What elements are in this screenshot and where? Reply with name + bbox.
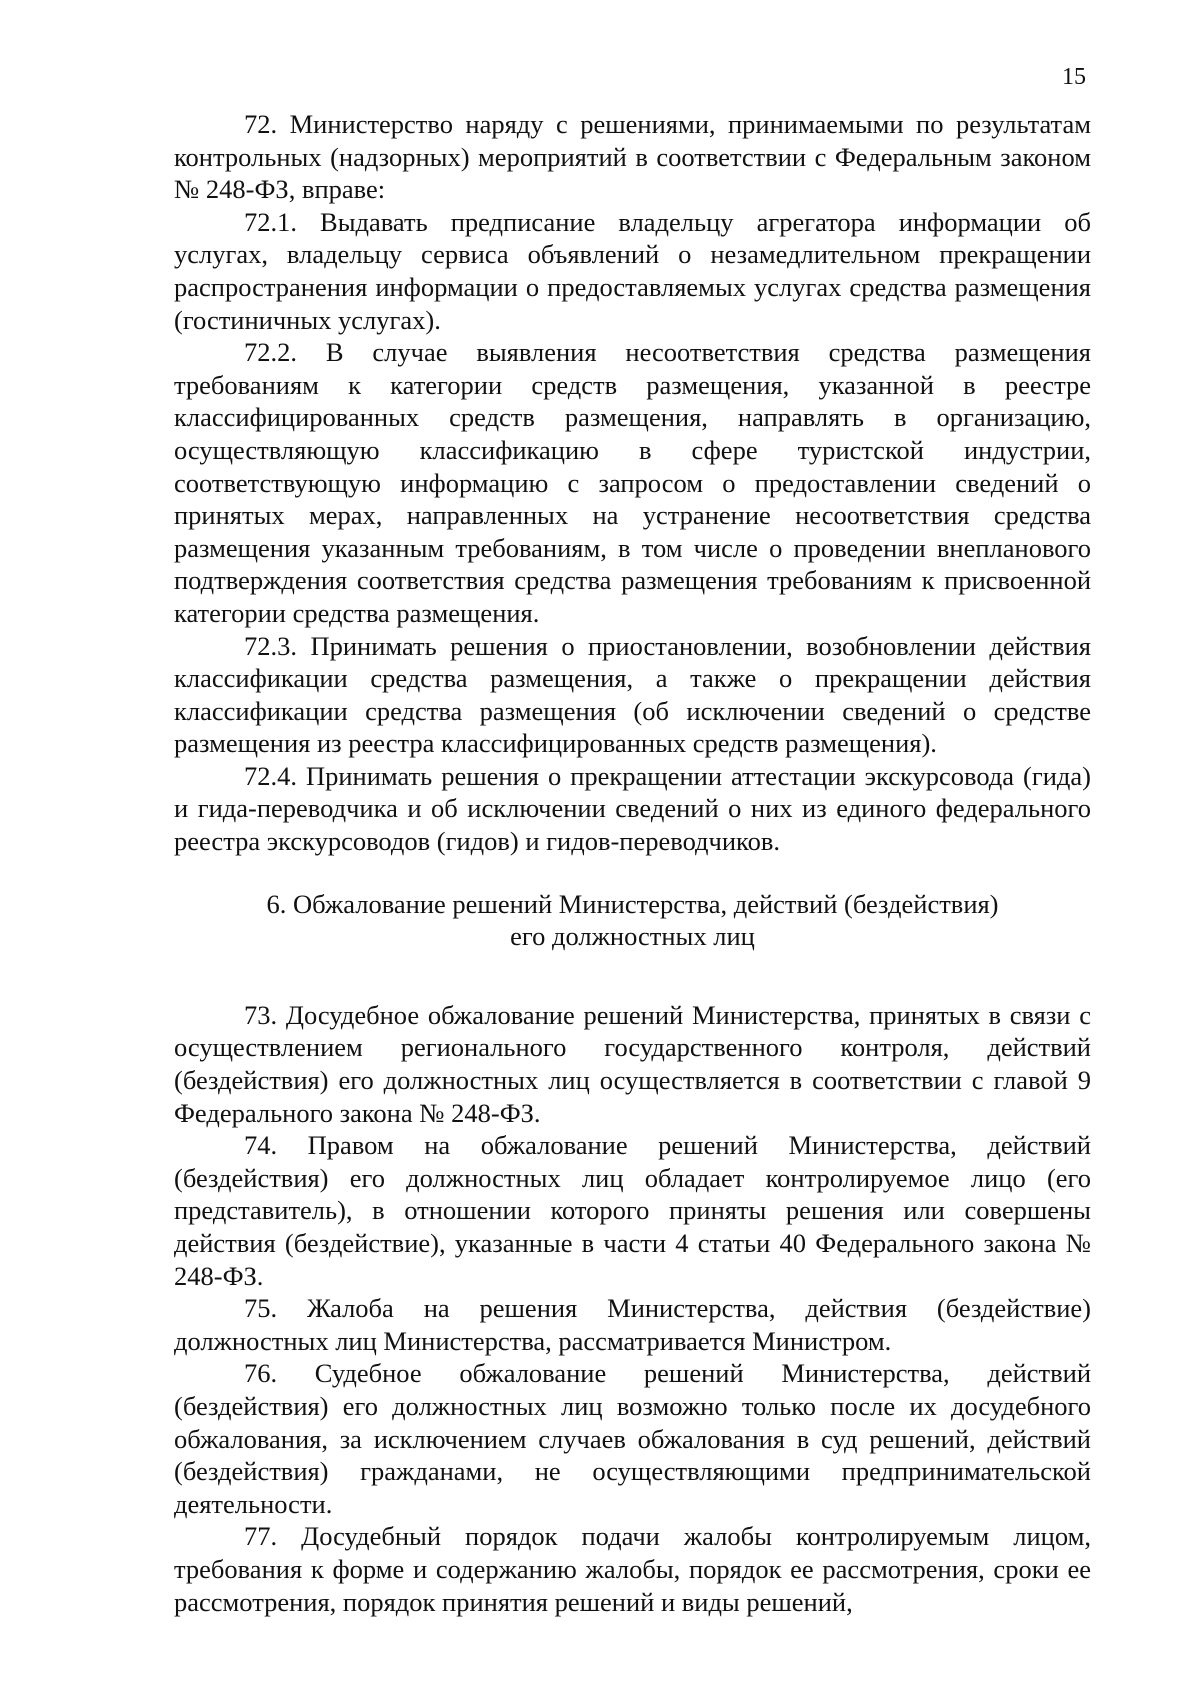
section-heading-line-2: его должностных лиц <box>510 921 755 952</box>
paragraph-74: 74. Правом на обжалование решений Министерства, действий (бездействия) его должностных лиц обладает контролируемое лицо (его представитель), в отношении которого приняты решения или совершены действия (бездействие), указанные в части 4 статьи 40 Федерального закона № 248-ФЗ. <box>174 1130 1091 1291</box>
paragraph-72-3: 72.3. Принимать решения о приостановлении, возобновлении действия классификации средства размещения, а также о прекращении действия классификации средства размещения (об исключении сведений о средстве размещения из реестра классифицированных средств размещения). <box>174 630 1091 759</box>
paragraph-72: 72. Министерство наряду с решениями, принимаемыми по результатам контрольных (надзорных) мероприятий в соответствии с Федеральным законом № 248-ФЗ, вправе: <box>174 109 1091 205</box>
document-body <box>174 108 1091 1618</box>
paragraph-77: 77. Досудебный порядок подачи жалобы контролируемым лицом, требования к форме и содержанию жалобы, порядок ее рассмотрения, сроки ее рассмотрения, порядок принятия решений и виды решений, <box>174 1521 1091 1617</box>
paragraph-72-1: 72.1. Выдавать предписание владельцу агрегатора информации об услугах, владельцу сервиса объявлений о незамедлительном прекращении распространения информации о предоставляемых услугах средства размещения (гостиничных услугах). <box>174 206 1091 335</box>
page-number: 15 <box>1062 64 1086 90</box>
paragraph-72-2: 72.2. В случае выявления несоответствия средства размещения требованиям к категории средств размещения, указанной в реестре классифицированных средств размещения, направлять в организацию, осуществляющую классификацию в сфере туристской индустрии, соответствующую информацию с запросом о предоставлении сведений о принятых мерах, направленных на устранение несоответствия средства размещения указанным требованиям, в том числе о проведении внепланового подтверждения соответствия средства размещения требованиям к присвоенной категории средства размещения. <box>174 337 1091 628</box>
paragraph-73: 73. Досудебное обжалование решений Министерства, принятых в связи с осуществлением регионального государственного контроля, действий (бездействия) его должностных лиц осуществляется в соответствии с главой 9 Федерального закона № 248-ФЗ. <box>174 999 1091 1128</box>
paragraph-75: 75. Жалоба на решения Министерства, действия (бездействие) должностных лиц Министерства, рассматривается Министром. <box>174 1293 1091 1356</box>
section-heading-line-1: 6. Обжалование решений Министерства, действий (бездействия) <box>266 888 999 919</box>
paragraph-76: 76. Судебное обжалование решений Министерства, действий (бездействия) его должностных лиц возможно только после их досудебного обжалования, за исключением случаев обжалования в суд решений, действий (бездействия) гражданами, не осуществляющими предпринимательской деятельности. <box>174 1358 1091 1519</box>
section-heading <box>174 888 1091 953</box>
paragraph-72-4: 72.4. Принимать решения о прекращении аттестации экскурсовода (гида) и гида-переводчика и об исключении сведений о них из единого федерального реестра экскурсоводов (гидов) и гидов-переводчиков. <box>174 760 1091 857</box>
